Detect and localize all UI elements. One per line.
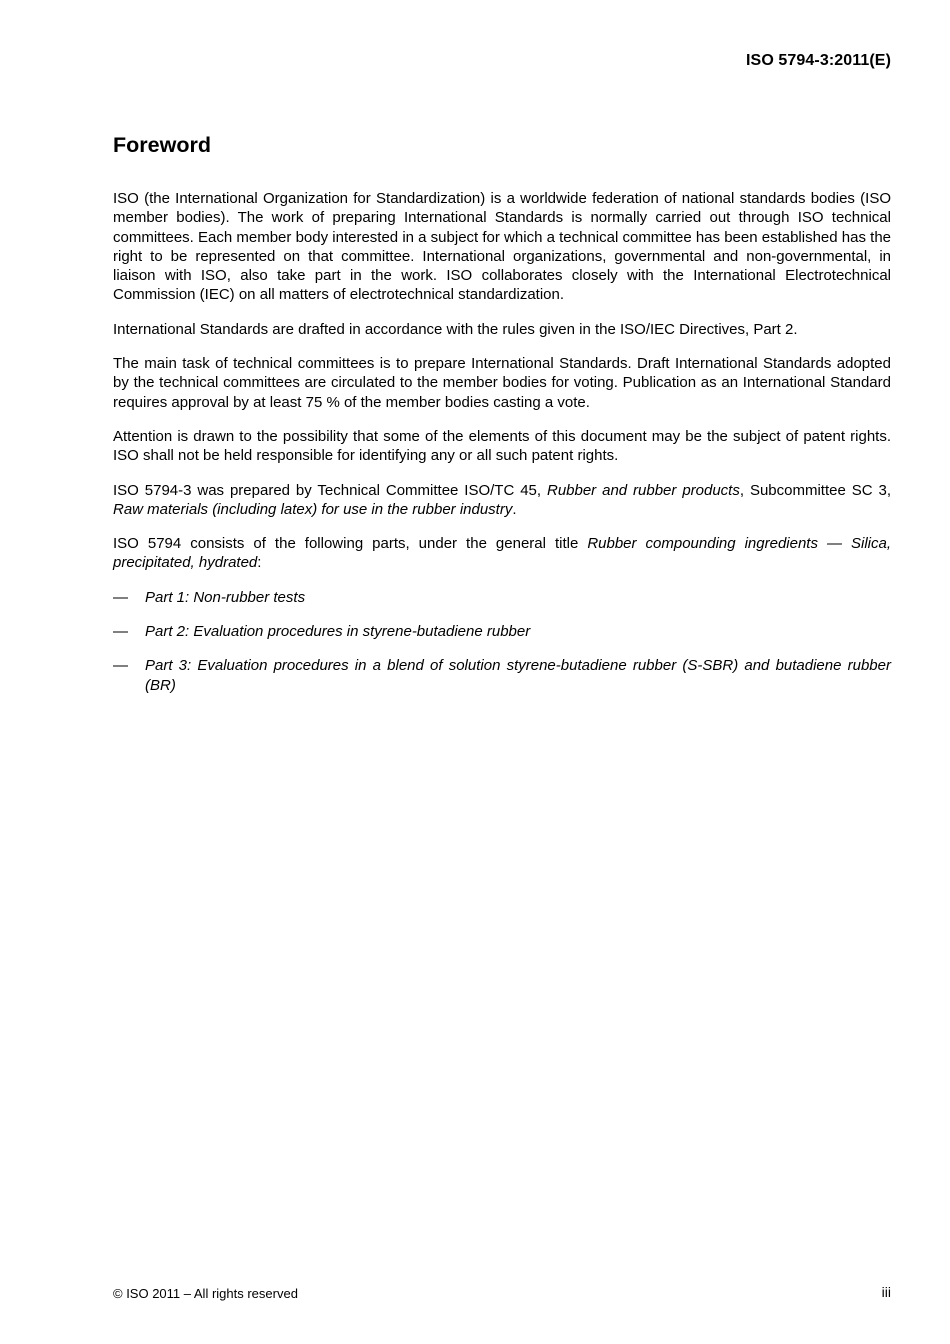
- paragraph-directives: International Standards are drafted in accordance with the rules given in the ISO/IEC Directives, Part 2.: [113, 320, 798, 338]
- list-item-part-3: [113, 656, 891, 695]
- part-3-title: Part 3: Evaluation procedures in a blend of solution styrene-butadiene rubber (S-SBR) and butadiene rubber (BR): [145, 657, 891, 694]
- paragraph-patent-rights: Attention is drawn to the possibility that some of the elements of this document may be the subject of patent rights. ISO shall not be held responsible for identifying any or all such patent rights.: [113, 427, 891, 465]
- section-title: Foreword: [113, 133, 211, 157]
- prepared-by-text-a: ISO 5794-3 was prepared by Technical Committee ISO/TC 45,: [113, 481, 547, 499]
- page-number: iii: [881, 1284, 891, 1300]
- list-item-part-1: [113, 588, 891, 607]
- dash-bullet: —: [113, 588, 128, 606]
- footer-copyright: © ISO 2011 – All rights reserved: [113, 1286, 298, 1301]
- dash-bullet: —: [113, 623, 128, 641]
- paragraph-parts-intro: [113, 534, 891, 573]
- dash-bullet: —: [113, 657, 128, 675]
- paragraph-prepared-by: [113, 481, 891, 520]
- prepared-by-text-b: , Subcommittee SC 3,: [739, 481, 891, 499]
- paragraph-iso-intro: ISO (the International Organization for Standardization) is a worldwide federation of national standards bodies (ISO member bodies). The work of preparing International Standards is normally carried out through ISO technical committees. Each member body interested in a subject for which a technical committee has been established has the right to be represented on that committee. International organizations, governmental and non-governmental, in liaison with ISO, also take part in the work. ISO collaborates closely with the International Electrotechnical Commission (IEC) on all matters of electrotechnical standardization.: [113, 190, 891, 304]
- document-reference: ISO 5794-3:2011(E): [746, 52, 891, 69]
- parts-intro-text-b: :: [257, 554, 262, 572]
- subcommittee-title: Raw materials (including latex) for use in the rubber industry: [113, 500, 513, 518]
- parts-intro-text-a: ISO 5794 consists of the following parts, under the general title: [113, 535, 588, 553]
- foreword-section: [113, 131, 891, 710]
- part-2-title: Part 2: Evaluation procedures in styrene-butadiene rubber: [145, 623, 531, 641]
- general-title: Rubber compounding ingredients — Silica, precipitated, hydrated: [113, 535, 891, 572]
- committee-title: Rubber and rubber products: [546, 481, 740, 499]
- part-1-title: Part 1: Non-rubber tests: [145, 588, 306, 606]
- paragraph-technical-committees: The main task of technical committees is to prepare International Standards. Draft International Standards adopted by the technical committees are circulated to the member bodies for voting. Publication as an International Standard requires approval by at least 75 % of the member bodies casting a vote.: [113, 355, 891, 411]
- prepared-by-text-c: .: [512, 500, 517, 518]
- list-item-part-2: [113, 622, 891, 641]
